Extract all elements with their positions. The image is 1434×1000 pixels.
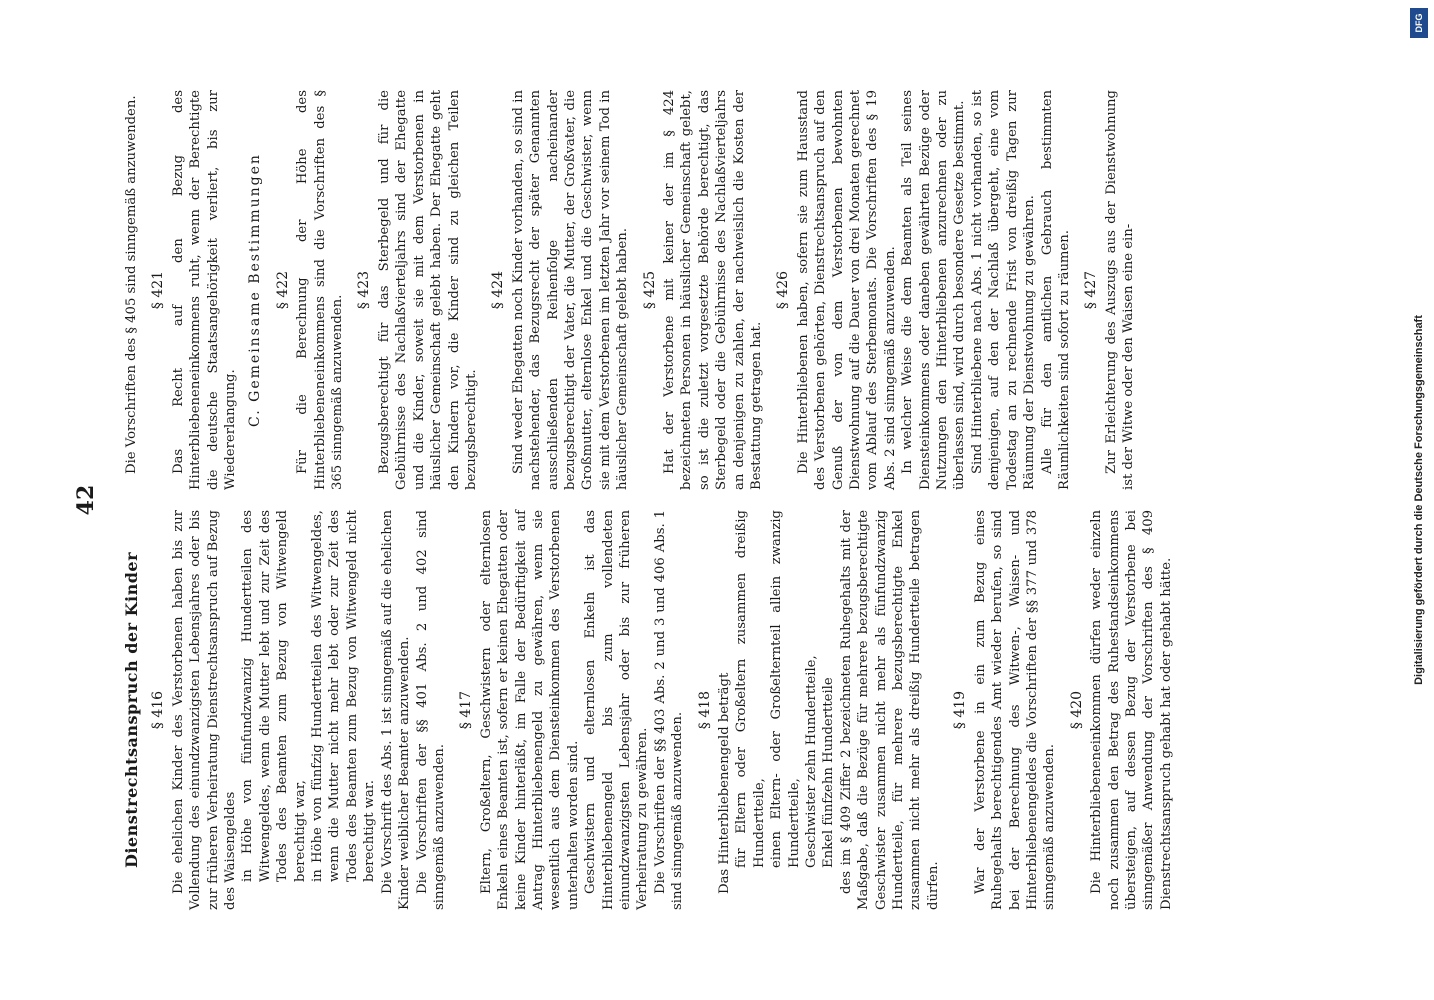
page-number: 42 [73, 484, 99, 516]
left-column [123, 510, 1175, 910]
paragraph: Die Vorschrift des Abs. 1 ist sinngemäß auf die ehelichen Kinder weiblicher Beamter anzuwenden. [379, 510, 413, 910]
section-number: § 423 [356, 270, 373, 310]
paragraph: Die Vorschriften der §§ 401 Abs. 2 und 402 sind sinngemäß anzuwenden. [414, 510, 447, 910]
right-column-body [123, 90, 1138, 490]
paragraph: Für die Berechnung der Höhe des Hinterbliebeneneinkommens sind die Vorschriften des § 365 sinngemäß anzuwenden. [295, 90, 346, 490]
section-number: § 422 [274, 270, 291, 310]
indented-paragraph: für Eltern oder Großeltern zusammen dreißig Hundertteile, [734, 510, 767, 868]
section-number: § 419 [952, 690, 969, 730]
section-number: § 424 [490, 270, 507, 310]
paragraph: des im § 409 Ziffer 2 bezeichneten Ruhegehalts mit der Maßgabe, daß die Bezüge für mehrere bezugsberechtigte Geschwister zusammen nicht mehr als fünfundzwanzig Hundertteile, für mehrere bezugsberechtigte Enkel zusammen nicht mehr als dreißig Hundertteile betragen dürfen. [838, 510, 941, 910]
paragraph: Das Hinterbliebenengeld beträgt [717, 672, 732, 894]
paragraph: Sind Hinterbliebene nach Abs. 1 nicht vorhanden, so ist demjenigen, auf den der Nachlaß übergeht, eine vom Todestag an zu rechnende Frist von dreißig Tagen zur Räumung der Dienstwohnung zu gewähren. [969, 90, 1038, 490]
paragraph: Hat der Verstorbene mit keiner der im § 424 bezeichneten Personen in häuslicher Gemeinschaft gelebt, so ist die zuletzt vorgesetzte Behörde berechtigt, das Sterbegeld oder die Gebührnisse des Nachlaßvierteljahrs an denjenigen zu zahlen, der nachweislich die Kosten der Bestattung getragen hat. [661, 90, 764, 490]
paragraph: In welcher Weise die dem Beamten als Teil seines Diensteinkommens oder daneben gewährten Bezüge oder Nutzungen den Hinterbliebenen anzurechnen oder zu überlassen sind, wird durch besondere Gesetze bestimmt. [900, 90, 968, 490]
indented-paragraph: Enkel fünfzehn Hundertteile [821, 677, 837, 868]
section-number: § 425 [641, 270, 658, 310]
paragraph: Sind weder Ehegatten noch Kinder vorhanden, so sind in nachstehender, das Bezugsrecht der später Genannten ausschließenden Reihenfolge nacheinander bezugsberechtigt der Vater, die Mutter, der Großvater, die Großmutter, elternlose Enkel und die Geschwister, wenn sie mit dem Verstorbenen im letzten Jahr vor seinem Tod in häuslicher Gemeinschaft gelebt haben. [510, 90, 631, 490]
paragraph: Das Recht auf den Bezug des Hinterbliebeneneinkommens ruht, wenn der Berechtigte die deutsche Staatsangehörigkeit verliert, bis zur Wiedererlangung. [170, 90, 239, 490]
paragraph: Geschwistern und elternlosen Enkeln ist das Hinterbliebenengeld bis zum vollendeten einundzwanzigsten Lebensjahr oder bis zur früheren Verheiratung zu gewähren. [583, 510, 651, 910]
section-number: § 417 [458, 690, 475, 730]
paragraph: War der Verstorbene in ein zum Bezug eines Ruhegehalts berechtigendes Amt wieder berufen, so sind bei der Berechnung des Witwen-, Waisen- und Hinterbliebenengeldes die Vorschriften der §§ 377 und 378 sinngemäß anzuwenden. [972, 510, 1058, 910]
left-column-body [150, 510, 1175, 910]
indented-paragraph: Geschwister zehn Hundertteile, [804, 655, 820, 868]
attribution-text: Digitalisierung gefördert durch die Deutsche Forschungsgemeinschaft [1413, 315, 1425, 685]
subsection-heading: C. Gemeinsame Bestimmungen [247, 153, 264, 427]
paragraph: Zur Erleichterung des Auszugs aus der Dienstwohnung ist der Witwe oder den Waisen eine ein- [1103, 90, 1137, 490]
indented-paragraph: in Höhe von fünfundzwanzig Hundertteilen des Witwengeldes, wenn die Mutter lebt und zur Zeit des Todes des Beamten zum Bezug von Witwengeld berechtigt war, [240, 510, 308, 882]
section-heading: Dienstrechtsanspruch der Kinder [122, 551, 141, 869]
paragraph: Eltern, Großeltern, Geschwistern oder elternlosen Enkeln eines Beamten ist, sofern er keinen Ehegatten oder keine Kinder hinterläßt, im Falle der Bedürftigkeit auf Antrag Hinterbliebenengeld zu gewähren, wenn sie wesentlich aus dem Diensteinkommen des Verstorbenen unterhalten worden sind. [478, 510, 581, 910]
paragraph: Die Vorschriften der §§ 403 Abs. 2 und 3 und 406 Abs. 1 sind sinngemäß anzuwenden. [652, 510, 686, 910]
section-number: § 426 [775, 270, 792, 310]
indented-paragraph: in Höhe von fünfzig Hundertteilen des Witwengeldes, wenn die Mutter nicht mehr lebt oder zur Zeit des Todes des Beamten zum Bezug von Witwengeld nicht berechtigt war. [310, 510, 378, 882]
paragraph: Die Hinterbliebenen haben, sofern sie zum Hausstand des Verstorbenen gehörten, Dienstrechtsanspruch auf den Genuß der von dem Verstorbenen bewohnten Dienstwohnung auf die Dauer von drei Monaten gerechnet vom Ablauf des Sterbemonats. Die Vorschriften des § 19 Abs. 2 sind sinngemäß anzuwenden. [795, 90, 898, 490]
indented-paragraph: einen Eltern- oder Großelternteil allein zwanzig Hundertteile, [769, 510, 802, 868]
section-number: § 420 [1068, 690, 1085, 730]
right-column [123, 90, 1138, 490]
paragraph: Bezugsberechtigt für das Sterbegeld und für die Gebührnisse des Nachlaßvierteljahrs sind der Ehegatte und die Kinder, soweit sie mit dem Verstorbenen in häuslicher Gemeinschaft gelebt haben. Der Ehegatte geht den Kindern vor, die Kinder sind zu gleichen Teilen bezugsberechtigt. [376, 90, 479, 490]
section-number: § 416 [150, 690, 167, 730]
paragraph: Die ehelichen Kinder des Verstorbenen haben bis zur Vollendung des einundzwanzigsten Lebensjahres oder bis zur früheren Verheiratung Dienstrechtsanspruch auf Bezug des Waisengeldes [170, 510, 239, 910]
document-page [73, 90, 1363, 910]
dfg-logo [1410, 8, 1428, 38]
attribution-strip [1404, 0, 1434, 1000]
section-number: § 421 [150, 270, 167, 310]
paragraph: Die Hinterbliebeneneinkommen dürfen weder einzeln noch zusammen den Betrag des Ruhestandseinkommens übersteigen, auf dessen Bezug der Verstorbene bei sinngemäßer Anwendung der Vorschriften des § 409 Dienstrechtsanspruch gehabt hat oder gehabt hätte. [1089, 510, 1174, 910]
section-number: § 427 [1083, 270, 1100, 310]
paragraph: Die Vorschriften des § 405 sind sinngemäß anzuwenden. [124, 95, 139, 474]
dfg-logo-text: DFG [1414, 13, 1424, 33]
paragraph: Alle für den amtlichen Gebrauch bestimmten Räumlichkeiten sind sofort zu räumen. [1039, 90, 1072, 490]
section-number: § 418 [696, 690, 713, 730]
